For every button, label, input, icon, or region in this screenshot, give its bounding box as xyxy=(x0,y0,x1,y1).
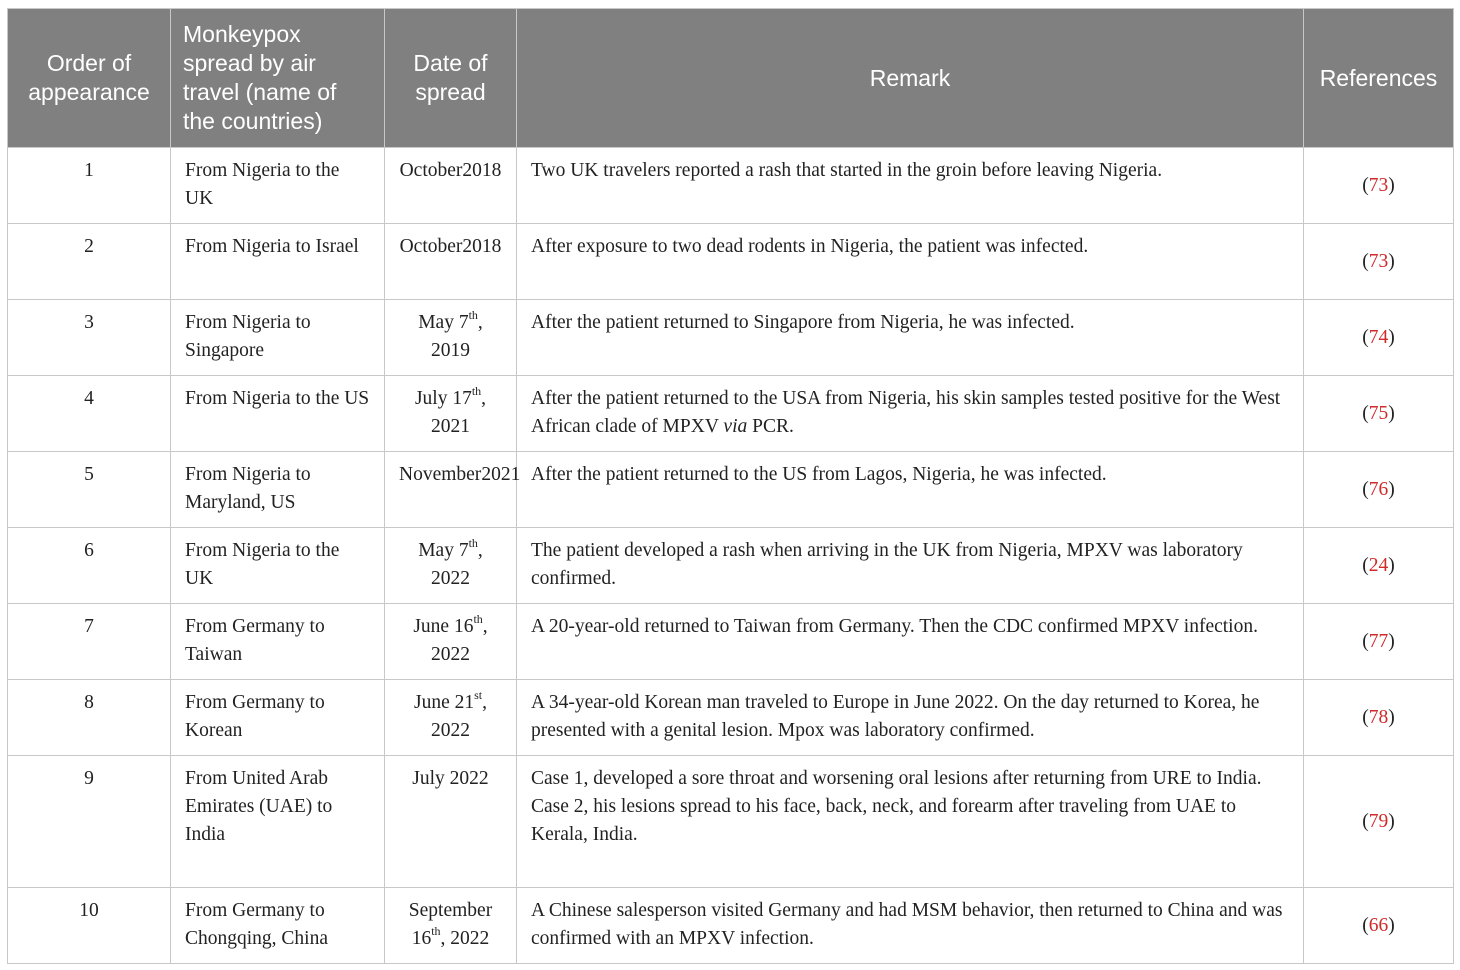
date-text: October xyxy=(399,160,463,181)
ref-close-paren: ) xyxy=(1388,250,1395,272)
date-year: , 2022 xyxy=(431,540,483,589)
reference-link[interactable]: 77 xyxy=(1368,630,1389,652)
date-text: July 2022 xyxy=(412,768,489,789)
route-cell: From Germany to Chongqing, China xyxy=(171,888,385,964)
remark-line xyxy=(531,385,1289,441)
remark-cell xyxy=(517,376,1304,452)
ref-close-paren: ) xyxy=(1388,630,1395,652)
table-row xyxy=(8,888,1454,964)
date-cell xyxy=(385,300,517,376)
table-row xyxy=(8,300,1454,376)
remark-cell xyxy=(517,224,1304,300)
ref-close-paren: ) xyxy=(1388,554,1395,576)
order-cell: 8 xyxy=(8,680,171,756)
date-text: May 7 xyxy=(418,540,469,561)
remark-text-tail: PCR. xyxy=(747,416,794,437)
reference-link[interactable]: 78 xyxy=(1368,706,1389,728)
remark-text: After the patient returned to the USA from Nigeria, his skin samples tested positive for the West African clade of MPXV xyxy=(531,388,1281,437)
date-text: September 16 xyxy=(408,900,493,949)
remark-cell xyxy=(517,680,1304,756)
remark-line xyxy=(531,309,1289,337)
header-remark: Remark xyxy=(517,9,1304,148)
order-cell: 5 xyxy=(8,452,171,528)
date-ordinal: th xyxy=(471,383,482,398)
order-cell: 4 xyxy=(8,376,171,452)
spread-table xyxy=(7,8,1454,964)
remark-text: A 20-year-old returned to Taiwan from Germany. Then the CDC confirmed MPXV infection. xyxy=(531,616,1258,637)
route-cell: From United Arab Emirates (UAE) to India xyxy=(171,756,385,888)
ref-open-paren: ( xyxy=(1362,250,1369,272)
ref-open-paren: ( xyxy=(1362,402,1369,424)
reference-link[interactable]: 76 xyxy=(1368,478,1389,500)
date-year: , 2021 xyxy=(431,388,487,437)
ref-open-paren: ( xyxy=(1362,810,1369,832)
remark-text: Case 1, developed a sore throat and worsening oral lesions after returning from URE to India. xyxy=(531,768,1262,789)
date-ordinal: st xyxy=(474,687,483,702)
date-text: November xyxy=(399,464,482,485)
ref-open-paren: ( xyxy=(1362,174,1369,196)
date-text: June 21 xyxy=(413,692,475,713)
remark-text: The patient developed a rash when arriving in the UK from Nigeria, MPXV was laboratory confirmed. xyxy=(531,540,1243,589)
ref-close-paren: ) xyxy=(1388,706,1395,728)
remark-cell xyxy=(517,756,1304,888)
remark-line xyxy=(531,537,1289,593)
remark-line xyxy=(531,689,1289,745)
date-cell xyxy=(385,888,517,964)
remark-text: A 34-year-old Korean man traveled to Europe in June 2022. On the day returned to Korea, he presented with a genital lesion. Mpox was laboratory confirmed. xyxy=(531,692,1260,741)
remark-cell xyxy=(517,604,1304,680)
date-year: , 2019 xyxy=(431,312,483,361)
table-row xyxy=(8,604,1454,680)
date-year: , 2022 xyxy=(431,616,488,665)
order-cell: 2 xyxy=(8,224,171,300)
table-row xyxy=(8,452,1454,528)
route-cell: From Nigeria to Maryland, US xyxy=(171,452,385,528)
ref-close-paren: ) xyxy=(1388,478,1395,500)
reference-cell xyxy=(1304,680,1454,756)
order-cell: 1 xyxy=(8,148,171,224)
ref-open-paren: ( xyxy=(1362,630,1369,652)
reference-link[interactable]: 24 xyxy=(1368,554,1389,576)
route-cell: From Nigeria to the US xyxy=(171,376,385,452)
ref-close-paren: ) xyxy=(1388,402,1395,424)
ref-close-paren: ) xyxy=(1388,174,1395,196)
date-year: 2018 xyxy=(462,160,502,181)
date-cell xyxy=(385,224,517,300)
date-year: 2018 xyxy=(462,236,502,257)
date-text: October xyxy=(399,236,463,257)
remark-line xyxy=(531,157,1289,185)
route-cell: From Nigeria to the UK xyxy=(171,528,385,604)
remark-cell xyxy=(517,148,1304,224)
date-cell xyxy=(385,680,517,756)
remark-italic: via xyxy=(723,416,748,437)
reference-link[interactable]: 79 xyxy=(1368,810,1389,832)
order-cell: 6 xyxy=(8,528,171,604)
remark-line xyxy=(531,765,1289,793)
remark-line xyxy=(531,793,1289,849)
remark-line xyxy=(531,461,1289,489)
header-references: References xyxy=(1304,9,1454,148)
ref-open-paren: ( xyxy=(1362,706,1369,728)
reference-cell xyxy=(1304,452,1454,528)
remark-text: After the patient returned to Singapore from Nigeria, he was infected. xyxy=(531,312,1075,333)
date-text: May 7 xyxy=(418,312,469,333)
remark-cell xyxy=(517,300,1304,376)
order-cell: 9 xyxy=(8,756,171,888)
table-row xyxy=(8,528,1454,604)
date-cell xyxy=(385,604,517,680)
remark-text: After exposure to two dead rodents in Nigeria, the patient was infected. xyxy=(531,236,1089,257)
date-cell xyxy=(385,452,521,528)
reference-cell xyxy=(1304,148,1454,224)
header-order: Order of appearance xyxy=(8,9,171,148)
header-row xyxy=(8,9,1454,148)
date-year: , 2022 xyxy=(431,692,487,741)
date-cell xyxy=(385,756,517,888)
date-year: , 2022 xyxy=(440,928,490,949)
table-body xyxy=(8,148,1454,964)
reference-cell xyxy=(1304,376,1454,452)
remark-text: Two UK travelers reported a rash that started in the groin before leaving Nigeria. xyxy=(531,160,1163,181)
reference-link[interactable]: 74 xyxy=(1368,326,1389,348)
remark-text: Case 2, his lesions spread to his face, back, neck, and forearm after traveling from UAE to Kerala, India. xyxy=(531,796,1237,845)
order-cell: 3 xyxy=(8,300,171,376)
reference-cell xyxy=(1304,300,1454,376)
remark-text: After the patient returned to the US from Lagos, Nigeria, he was infected. xyxy=(531,464,1107,485)
remark-cell xyxy=(517,452,1304,528)
ref-close-paren: ) xyxy=(1388,914,1395,936)
reference-cell xyxy=(1304,756,1454,888)
ref-open-paren: ( xyxy=(1362,326,1369,348)
ref-close-paren: ) xyxy=(1388,810,1395,832)
remark-line xyxy=(531,233,1289,261)
route-cell: From Nigeria to the UK xyxy=(171,148,385,224)
date-ordinal: th xyxy=(431,923,441,938)
date-year: 2021 xyxy=(481,464,521,485)
table-row xyxy=(8,224,1454,300)
ref-open-paren: ( xyxy=(1362,554,1369,576)
remark-line xyxy=(531,897,1289,953)
date-cell xyxy=(385,376,517,452)
route-cell: From Germany to Taiwan xyxy=(171,604,385,680)
date-ordinal: th xyxy=(473,611,483,626)
table-row xyxy=(8,756,1454,888)
date-text: July 17 xyxy=(414,388,472,409)
remark-line xyxy=(531,613,1289,641)
reference-cell xyxy=(1304,528,1454,604)
table-row xyxy=(8,376,1454,452)
reference-cell xyxy=(1304,224,1454,300)
reference-link[interactable]: 66 xyxy=(1368,914,1389,936)
date-text: June 16 xyxy=(413,616,474,637)
header-route: Monkeypox spread by air travel (name of the countries) xyxy=(171,9,385,148)
header-date: Date of spread xyxy=(385,9,517,148)
remark-text: A Chinese salesperson visited Germany and had MSM behavior, then returned to China and was confirmed with an MPXV infection. xyxy=(531,900,1283,949)
remark-cell xyxy=(517,528,1304,604)
reference-cell xyxy=(1304,888,1454,964)
remark-cell xyxy=(517,888,1304,964)
reference-cell xyxy=(1304,604,1454,680)
reference-link[interactable]: 73 xyxy=(1368,250,1389,272)
reference-link[interactable]: 75 xyxy=(1368,402,1389,424)
route-cell: From Nigeria to Singapore xyxy=(171,300,385,376)
ref-open-paren: ( xyxy=(1362,478,1369,500)
reference-link[interactable]: 73 xyxy=(1368,174,1389,196)
date-ordinal: th xyxy=(468,535,478,550)
route-cell: From Germany to Korean xyxy=(171,680,385,756)
date-ordinal: th xyxy=(468,307,478,322)
date-cell xyxy=(385,148,517,224)
ref-close-paren: ) xyxy=(1388,326,1395,348)
date-cell xyxy=(385,528,517,604)
table-row xyxy=(8,148,1454,224)
table-row xyxy=(8,680,1454,756)
order-cell: 10 xyxy=(8,888,171,964)
route-cell: From Nigeria to Israel xyxy=(171,224,385,300)
ref-open-paren: ( xyxy=(1362,914,1369,936)
order-cell: 7 xyxy=(8,604,171,680)
